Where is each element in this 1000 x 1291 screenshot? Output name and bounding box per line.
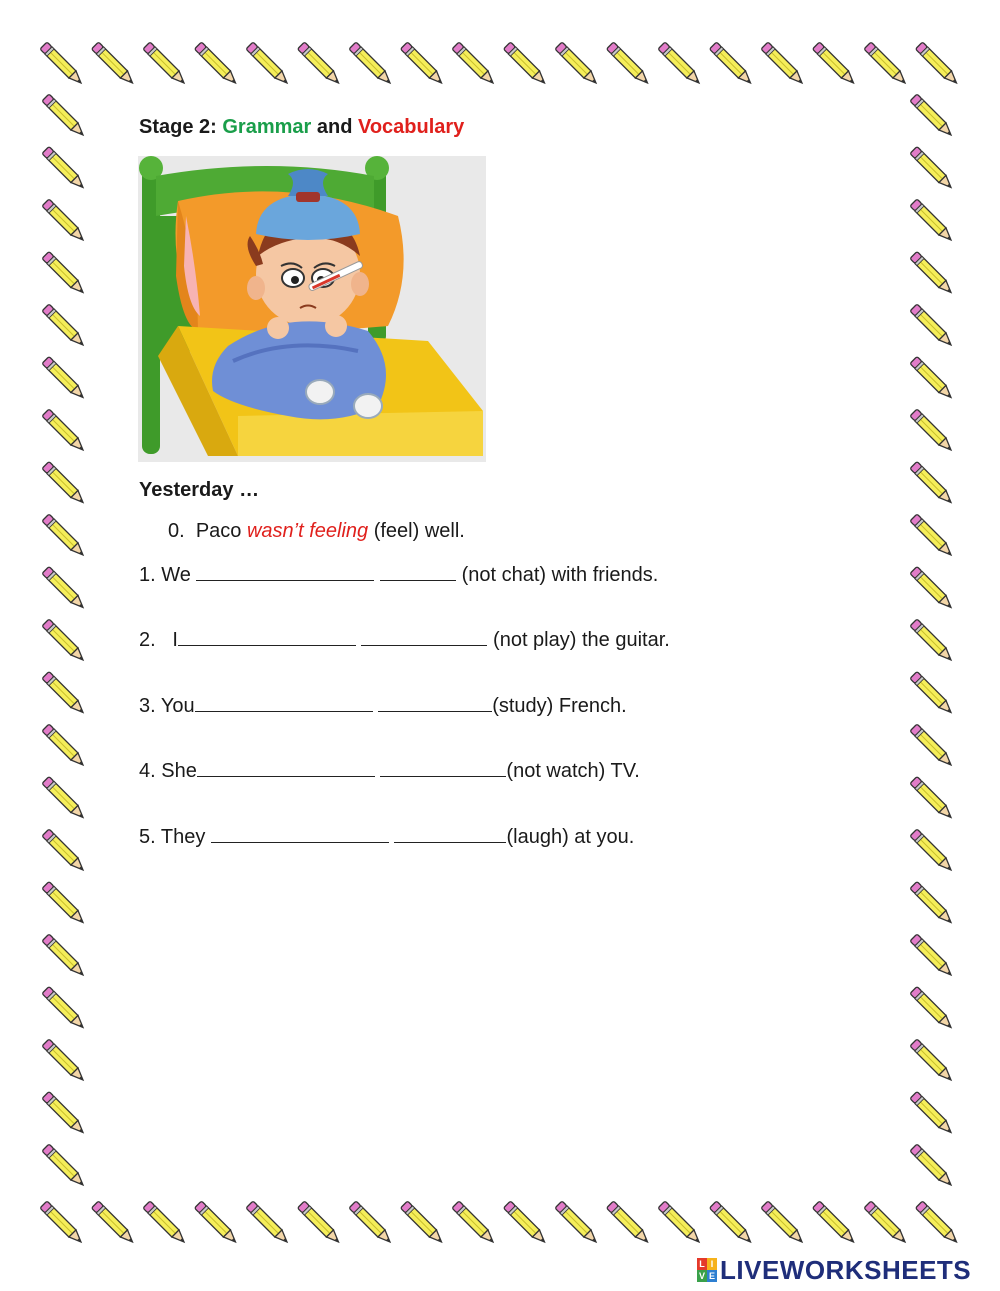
pencil-icon	[910, 409, 955, 454]
pencil-icon	[297, 42, 342, 87]
pencil-icon	[910, 146, 955, 191]
example-sentence	[168, 520, 465, 543]
example-after: (feel) well.	[368, 520, 465, 542]
pencil-icon	[761, 1201, 806, 1246]
example-number: 0.	[168, 520, 185, 542]
pencil-icon	[606, 42, 651, 87]
pencil-icon	[42, 1039, 87, 1084]
pencil-icon	[910, 1144, 955, 1189]
pencil-icon	[915, 42, 960, 87]
pencil-icon	[910, 304, 955, 349]
pencil-icon	[606, 1201, 651, 1246]
worksheet-title	[139, 116, 464, 139]
pencil-icon	[910, 94, 955, 139]
pencil-icon	[194, 1201, 239, 1246]
pencil-icon	[42, 356, 87, 401]
pencil-icon	[143, 1201, 188, 1246]
pencil-icon	[555, 1201, 600, 1246]
pencil-icon	[709, 1201, 754, 1246]
exercise-4: 4. She (not watch) TV.	[139, 760, 640, 782]
pencil-icon	[194, 42, 239, 87]
blank-3b[interactable]	[378, 693, 492, 712]
blank-2a[interactable]	[178, 627, 356, 646]
pencil-icon	[658, 42, 703, 87]
pencil-icon	[910, 881, 955, 926]
pencil-icon	[503, 1201, 548, 1246]
pencil-icon	[812, 42, 857, 87]
blank-5b[interactable]	[394, 824, 506, 843]
pencil-icon	[246, 1201, 291, 1246]
blank-1a[interactable]	[196, 562, 374, 581]
blank-1b[interactable]	[380, 562, 456, 581]
pencil-icon	[910, 461, 955, 506]
pencil-icon	[40, 42, 85, 87]
liveworksheets-logo[interactable]	[697, 1255, 971, 1285]
pencil-icon	[709, 42, 754, 87]
pencil-icon	[761, 42, 806, 87]
blank-4b[interactable]	[380, 758, 506, 777]
logo-text: LIVEWORKSHEETS	[720, 1254, 972, 1285]
section-title: Yesterday …	[139, 479, 260, 501]
pencil-icon	[452, 1201, 497, 1246]
pencil-icon	[42, 251, 87, 296]
and-word: and	[311, 116, 358, 138]
pencil-icon	[555, 42, 600, 87]
pencil-icon	[42, 1091, 87, 1136]
pencil-icon	[910, 776, 955, 821]
example-answer: wasn’t feeling	[246, 520, 369, 542]
pencil-icon	[910, 724, 955, 769]
sick-boy-in-bed-icon	[138, 156, 486, 462]
pencil-icon	[42, 566, 87, 611]
pencil-icon	[42, 146, 87, 191]
pencil-icon	[400, 42, 445, 87]
pencil-icon	[910, 829, 955, 874]
pencil-icon	[91, 1201, 136, 1246]
pencil-icon	[42, 934, 87, 979]
pencil-icon	[40, 1201, 85, 1246]
pencil-icon	[42, 724, 87, 769]
pencil-icon	[658, 1201, 703, 1246]
pencil-icon	[910, 199, 955, 244]
blank-2b[interactable]	[361, 627, 487, 646]
pencil-icon	[91, 42, 136, 87]
pencil-icon	[910, 1091, 955, 1136]
pencil-icon	[42, 461, 87, 506]
pencil-icon	[42, 409, 87, 454]
pencil-icon	[910, 251, 955, 296]
pencil-icon	[910, 619, 955, 664]
pencil-icon	[910, 671, 955, 716]
exercise-5: 5. They (laugh) at you.	[139, 826, 635, 848]
pencil-icon	[143, 42, 188, 87]
pencil-icon	[42, 986, 87, 1031]
pencil-icon	[42, 619, 87, 664]
pencil-icon	[812, 1201, 857, 1246]
pencil-icon	[910, 934, 955, 979]
pencil-icon	[42, 829, 87, 874]
pencil-icon	[42, 1144, 87, 1189]
pencil-icon	[864, 1201, 909, 1246]
logo-mark-icon: L I V E	[698, 1259, 715, 1281]
exercise-1: 1. We (not chat) with friends.	[139, 564, 659, 586]
pencil-icon	[910, 986, 955, 1031]
pencil-icon	[400, 1201, 445, 1246]
pencil-icon	[297, 1201, 342, 1246]
pencil-icon	[42, 304, 87, 349]
pencil-icon	[910, 514, 955, 559]
pencil-icon	[42, 776, 87, 821]
stage-label: Stage 2:	[139, 116, 223, 138]
exercise-3: 3. You (study) French.	[139, 695, 627, 717]
pencil-icon	[864, 42, 909, 87]
pencil-icon	[42, 671, 87, 716]
pencil-icon	[915, 1201, 960, 1246]
vocabulary-word: Vocabulary	[357, 116, 465, 138]
pencil-icon	[452, 42, 497, 87]
pencil-icon	[910, 1039, 955, 1084]
blank-3a[interactable]	[195, 693, 373, 712]
example-before: Paco	[195, 520, 247, 542]
blank-5a[interactable]	[211, 824, 389, 843]
pencil-icon	[503, 42, 548, 87]
pencil-icon	[246, 42, 291, 87]
pencil-icon	[910, 566, 955, 611]
pencil-icon	[349, 1201, 394, 1246]
pencil-icon	[42, 881, 87, 926]
pencil-icon	[42, 514, 87, 559]
blank-4a[interactable]	[197, 758, 375, 777]
pencil-icon	[910, 356, 955, 401]
pencil-icon	[42, 94, 87, 139]
grammar-word: Grammar	[222, 116, 312, 138]
pencil-icon	[42, 199, 87, 244]
pencil-icon	[349, 42, 394, 87]
exercise-2: 2. I (not play) the guitar.	[139, 629, 670, 651]
